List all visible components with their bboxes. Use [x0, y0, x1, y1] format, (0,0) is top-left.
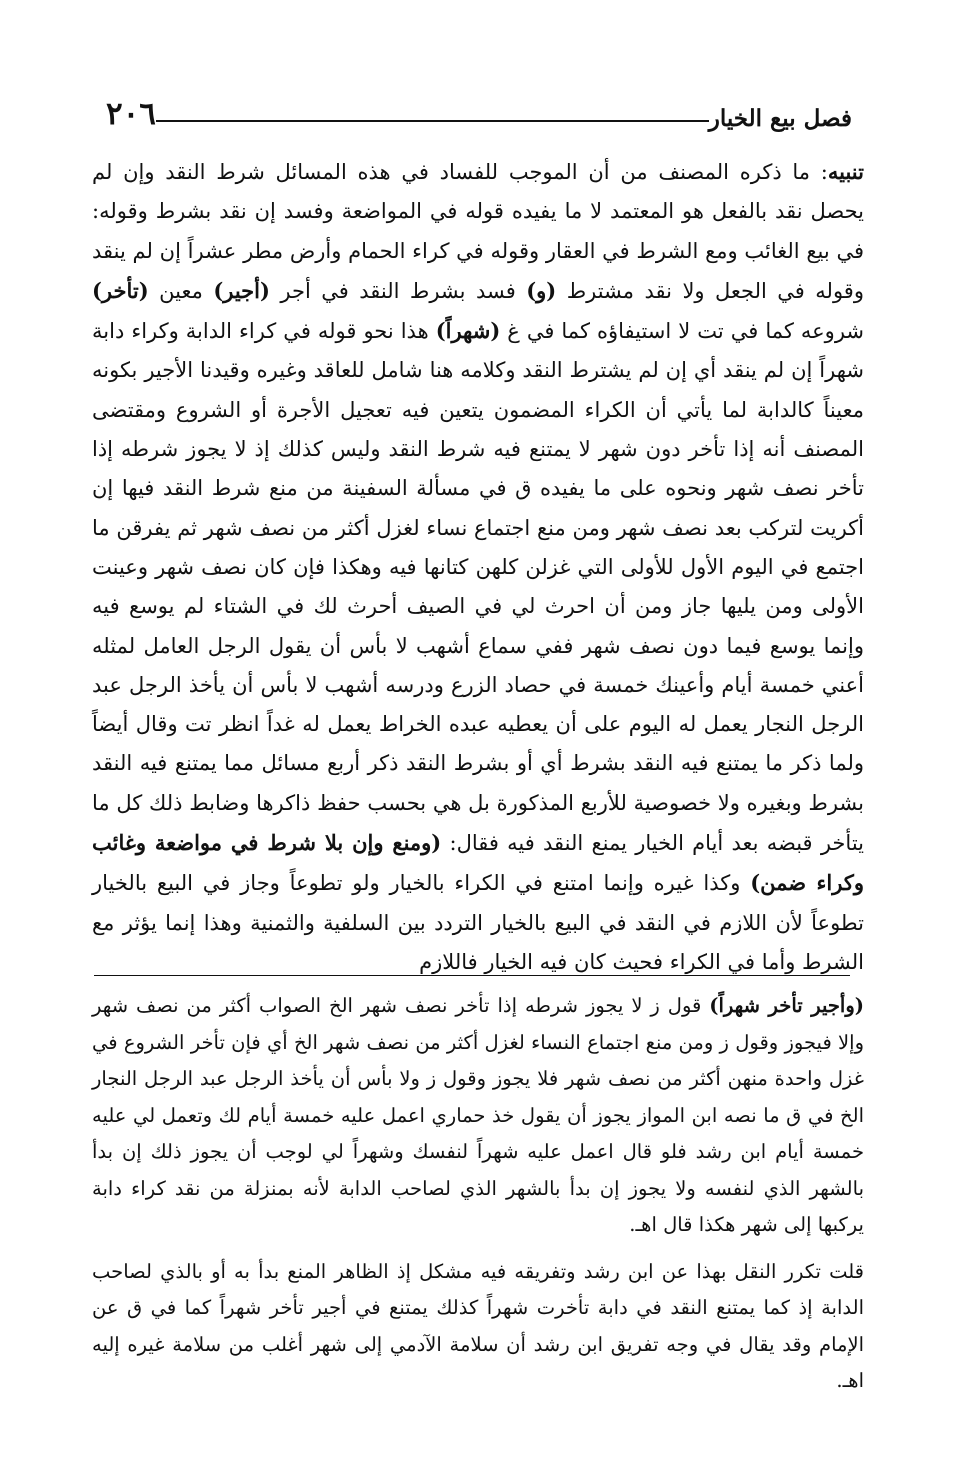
footnote-head: (وأجير تأخر شهراً) — [709, 994, 864, 1017]
bold-quote: (ومنع وإن بلا شرط في مواضعة وغائب وكراء ضمن) — [92, 830, 864, 896]
main-text-part-4: شروعه كما في تت لا استيفاؤه كما في غ — [500, 319, 864, 344]
footnote-separator — [94, 975, 850, 976]
bold-term-takhr: (تأخر) — [92, 277, 149, 303]
bold-term-ajir: (أجير) — [213, 277, 270, 303]
bold-term-shahran: (شهراً) — [435, 318, 501, 344]
footnotes — [92, 988, 864, 1400]
bold-term-wa: (و) — [526, 277, 557, 303]
page-header — [94, 88, 864, 130]
footnote-paragraph — [92, 988, 864, 1244]
main-text-part-3: معين — [148, 278, 214, 303]
main-text-part-6: وكذا غيره وإنما امتنع في الكراء بالخيار ولو تطوعاً وجاز في البيع بالخيار تطوعاً لأن اللازم في النقد في البيع بالخيار التردد بين السلفية والثمنية وهذا إنما يؤثر مع الشرط وأما في الكراء فحيث كان فيه الخيار فاللازم — [92, 871, 864, 974]
main-paragraph — [92, 152, 864, 982]
page-number: ٢٠٦ — [106, 96, 156, 132]
main-text-part-1: : ما ذكره المصنف من أن الموجب للفساد في هذه المسائل شرط النقد وإن لم يحصل نقد بالفعل هو المعتمد لا ما يفيده قوله في المواضعة وفسد إن نقد بشرط وقوله: في بيع الغائب ومع الشرط في العقار وقوله في كراء الحمام وأرض مطر عشراً إن لم ينقد وقوله في الجعل ولا نقد مشترط — [92, 160, 864, 303]
footnote-text-1: قول ز لا يجوز شرطه إذا تأخر نصف شهر الخ الصواب أكثر من نصف شهر وإلا فيجوز وقول ز ومن منع اجتماع النساء لغزل أكثر من نصف شهر الخ أي فإن تأخر الشروع في غزل واحدة منهن أكثر من نصف شهر فلا يجوز وقول ز ولا بأس أن يأخذ الرجل عبد الرجل النجار الخ في ق ما نصه ابن المواز يجوز أن يقول خذ حماري اعمل عليه خمسة أيام لك وتعمل لي عليه خمسة أيام ابن رشد فلو قال اعمل عليه شهراً لنفسك وشهراً لي لوجب أن يجوز ذلك إن بدأ بالشهر الذي لنفسه ولا يجوز إن بدأ بالشهر الذي لصاحب الدابة لأنه بمنزلة من نقد كراء دابة يركبها إلى شهر هكذا قال اهـ. — [92, 994, 865, 1236]
note-label: تنبيه — [827, 159, 864, 184]
main-text — [92, 152, 864, 982]
running-title: فصل بيع الخيار — [708, 105, 852, 132]
main-text-part-2: فسد بشرط النقد في أجر — [269, 278, 527, 303]
header-rule — [156, 120, 709, 122]
main-text-part-5: هذا نحو قوله في كراء الدابة وكراء دابة شهراً إن لم ينقد أي إن لم يشترط النقد وكلامه هنا شامل للعاقد وغيره وقيدنا الأجير بكونه معيناً كالدابة لما يأتي أن الكراء المضمون يتعين فيه تعجيل الأجرة أو الشروع ومقتضى المصنف أنه إذا تأخر دون شهر لا يمتنع فيه شرط النقد وليس كذلك إذ لا يجوز شرطه إذا تأخر نصف شهر ونحوه على ما يفيده ق في مسألة السفينة من منع شرط النقد فيها إن أكريت لتركب بعد نصف شهر ومن منع اجتماع نساء لغزل أكثر من نصف شهر ثم يفرقن ما اجتمع في اليوم الأول للأولى التي غزلن كلهن كتانها فيه وهكذا فإن كان نصف شهر وعينت الأولى ومن يليها جاز ومن أن احرث لي في الصيف أحرث لك في الشتاء لم يوسع فيه وإنما يوسع فيما دون نصف شهر ففي سماع أشهب لا بأس أن يقول الرجل العامل لمثله أعني خمسة أيام وأعينك خمسة في حصاد الزرع ودرسه أشهب لا بأس أن يأخذ الرجل عبد الرجل النجار يعمل له اليوم على أن يعطيه عبده الخراط يعمل له غداً انظر تت وقال أيضاً ولما ذكر ما يمتنع فيه النقد بشرط أي أو بشرط النقد ذكر أربع مسائل مما يمتنع فيه النقد بشرط وبغيره ولا خصوصية للأربع المذكورة بل هي بحسب حفظ ذاكرها وضابط ذلك كل ما يتأخر قبضه بعد أيام الخيار يمنع النقد فيه فقال: — [92, 319, 864, 856]
footnote-paragraph-2: قلت تكرر النقل بهذا عن ابن رشد وتفريقه فيه مشكل إذ الظاهر المنع بدأ به أو بالذي لصاحب الدابة إذ كما يمتنع النقد في دابة تأخرت شهراً كذلك يمتنع في أجير تأخر شهراً كما في ق عن الإمام وقد يقال في وجه تفريق ابن رشد أن سلامة الآدمي إلى شهر أغلب من سلامة غيره إليه اهـ. — [92, 1259, 864, 1392]
